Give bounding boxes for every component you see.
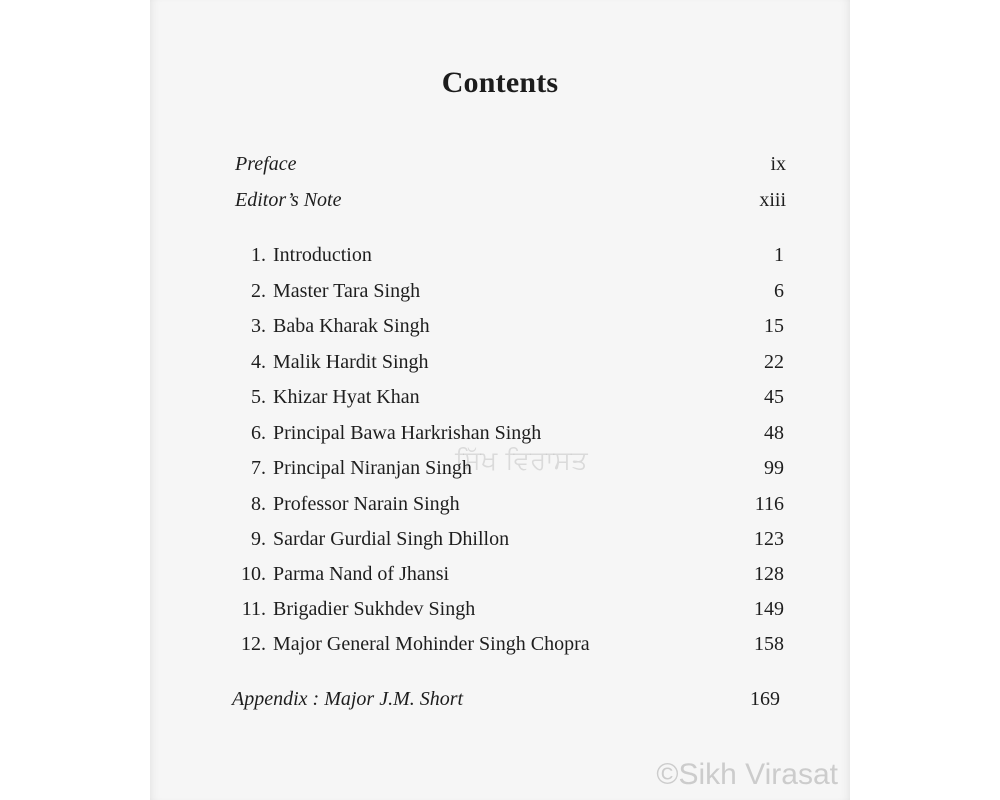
chapter-number: 10.: [241, 563, 266, 585]
toc-entry-chapter: [150, 315, 850, 345]
book-page: [150, 0, 850, 800]
toc-label: Appendix : Major J.M. Short: [232, 688, 464, 710]
chapter-title: Parma Nand of Jhansi: [273, 563, 450, 585]
chapter-number: 4.: [251, 351, 266, 373]
toc-label: Editor’s Note: [235, 189, 342, 211]
toc-page-number: 99: [764, 457, 784, 479]
toc-page-number: 123: [754, 528, 784, 550]
chapter-number: 11.: [241, 598, 266, 620]
chapter-number: 6.: [251, 422, 266, 444]
toc-page-number: 116: [754, 493, 784, 515]
toc-page-number: ix: [770, 153, 786, 175]
chapter-title: Principal Niranjan Singh: [273, 457, 472, 479]
toc-entry-chapter: [150, 493, 850, 523]
toc-page-number: 6: [774, 280, 784, 302]
toc-page-number: 48: [764, 422, 784, 444]
chapter-title: Master Tara Singh: [273, 280, 421, 302]
toc-page-number: 128: [754, 563, 784, 585]
toc-entry-editors-note: [150, 189, 850, 219]
toc-page-number: 149: [754, 598, 784, 620]
chapter-number: 1.: [251, 244, 266, 266]
toc-page-number: 22: [764, 351, 784, 373]
toc-page-number: 169: [750, 688, 780, 710]
chapter-number: 7.: [251, 457, 266, 479]
watermark-text: ਸਿੱਖ ਵਿਰਾਸਤ: [455, 446, 588, 476]
toc-page-number: 15: [764, 315, 784, 337]
toc-entry-chapter: [150, 598, 850, 628]
toc-page-number: 1: [774, 244, 784, 266]
chapter-title: Major General Mohinder Singh Chopra: [273, 633, 590, 655]
toc-entry-chapter: [150, 386, 850, 416]
chapter-title: Brigadier Sukhdev Singh: [273, 598, 476, 620]
toc-label: Preface: [235, 153, 297, 175]
chapter-title: Introduction: [273, 244, 372, 266]
toc-entry-appendix: [150, 688, 850, 718]
chapter-number: 9.: [251, 528, 266, 550]
chapter-title: Professor Narain Singh: [273, 493, 460, 515]
toc-entry-chapter: [150, 280, 850, 310]
toc-page-number: xiii: [759, 189, 786, 211]
toc-page-number: 158: [754, 633, 784, 655]
toc-entry-preface: [150, 153, 850, 183]
chapter-title: Principal Bawa Harkrishan Singh: [273, 422, 542, 444]
chapter-number: 5.: [251, 386, 266, 408]
toc-entry-chapter: [150, 351, 850, 381]
chapter-number: 2.: [251, 280, 266, 302]
chapter-title: Malik Hardit Singh: [273, 351, 429, 373]
toc-entry-chapter: [150, 633, 850, 663]
chapter-title: Baba Kharak Singh: [273, 315, 430, 337]
copyright-watermark: ©Sikh Virasat: [656, 758, 838, 791]
chapter-title: Khizar Hyat Khan: [273, 386, 420, 408]
chapter-title: Sardar Gurdial Singh Dhillon: [273, 528, 510, 550]
toc-entry-chapter: [150, 563, 850, 593]
toc-entry-chapter: [150, 528, 850, 558]
toc-entry-chapter: [150, 244, 850, 274]
chapter-number: 3.: [251, 315, 266, 337]
chapter-number: 8.: [251, 493, 266, 515]
toc-page-number: 45: [764, 386, 784, 408]
chapter-number: 12.: [241, 633, 266, 655]
page-title: Contents: [441, 66, 559, 99]
